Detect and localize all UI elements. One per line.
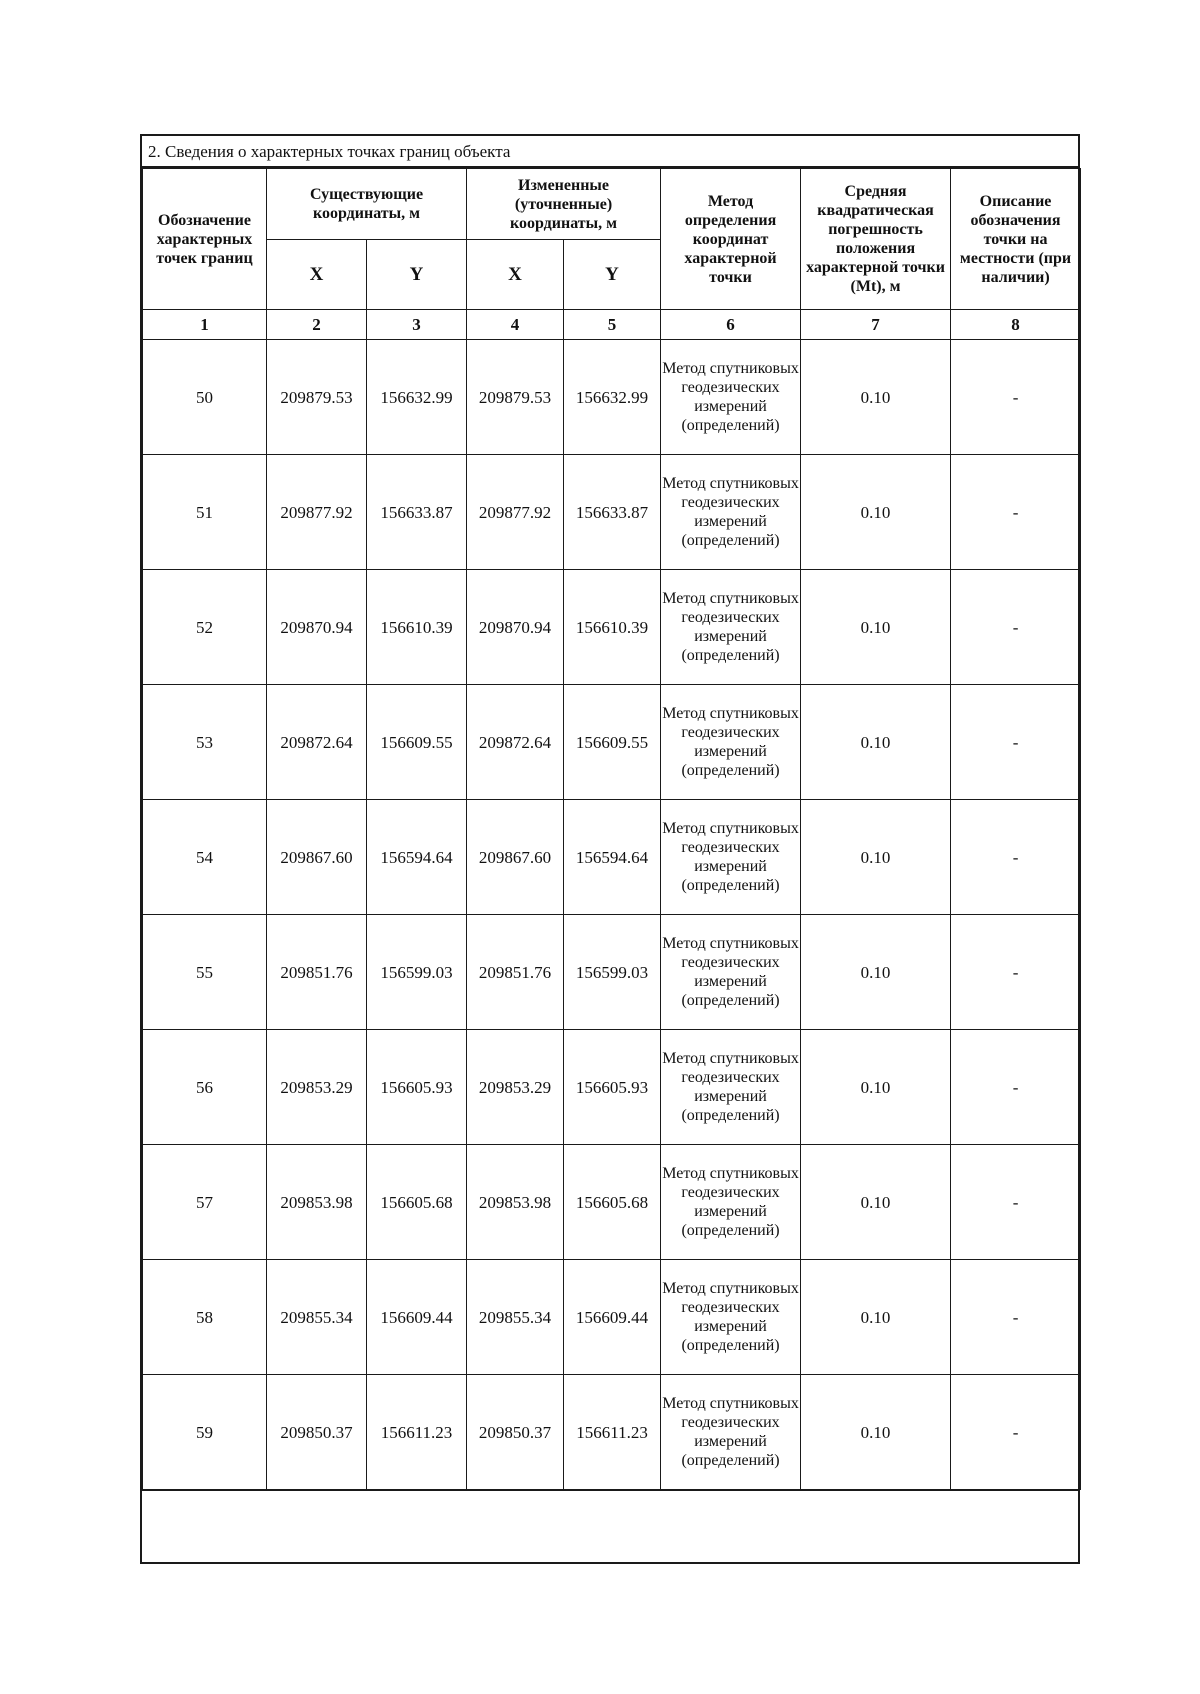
mean-square-error: 0.10 xyxy=(801,1145,951,1260)
changed-y: 156610.39 xyxy=(564,570,661,685)
changed-x: 209850.37 xyxy=(467,1375,564,1490)
table-row xyxy=(143,1375,1081,1490)
method: Метод спутниковых геодезических измерений (определений) xyxy=(661,1030,801,1145)
point-number: 50 xyxy=(143,340,267,455)
boundary-points-sheet xyxy=(140,134,1080,1564)
method: Метод спутниковых геодезических измерений (определений) xyxy=(661,455,801,570)
header-existing-x: X xyxy=(267,240,367,310)
column-number: 7 xyxy=(801,310,951,340)
column-number: 2 xyxy=(267,310,367,340)
table-row xyxy=(143,570,1081,685)
existing-x: 209879.53 xyxy=(267,340,367,455)
existing-y: 156605.93 xyxy=(367,1030,467,1145)
changed-y: 156633.87 xyxy=(564,455,661,570)
table-row xyxy=(143,1145,1081,1260)
method: Метод спутниковых геодезических измерений (определений) xyxy=(661,1375,801,1490)
table-row xyxy=(143,340,1081,455)
point-number: 55 xyxy=(143,915,267,1030)
changed-y: 156609.44 xyxy=(564,1260,661,1375)
header-changed-x: X xyxy=(467,240,564,310)
changed-x: 209879.53 xyxy=(467,340,564,455)
method: Метод спутниковых геодезических измерений (определений) xyxy=(661,800,801,915)
point-number: 51 xyxy=(143,455,267,570)
changed-x: 209870.94 xyxy=(467,570,564,685)
existing-y: 156633.87 xyxy=(367,455,467,570)
header-existing-coordinates: Существующие координаты, м xyxy=(267,169,467,240)
method: Метод спутниковых геодезических измерений (определений) xyxy=(661,1260,801,1375)
existing-x: 209853.98 xyxy=(267,1145,367,1260)
point-number: 52 xyxy=(143,570,267,685)
changed-x: 209872.64 xyxy=(467,685,564,800)
header-existing-y: Y xyxy=(367,240,467,310)
changed-y: 156605.93 xyxy=(564,1030,661,1145)
mean-square-error: 0.10 xyxy=(801,570,951,685)
existing-x: 209877.92 xyxy=(267,455,367,570)
point-number: 58 xyxy=(143,1260,267,1375)
method: Метод спутниковых геодезических измерений (определений) xyxy=(661,340,801,455)
point-number: 54 xyxy=(143,800,267,915)
changed-y: 156609.55 xyxy=(564,685,661,800)
existing-y: 156599.03 xyxy=(367,915,467,1030)
changed-y: 156594.64 xyxy=(564,800,661,915)
existing-y: 156609.44 xyxy=(367,1260,467,1375)
point-description: - xyxy=(951,455,1081,570)
existing-y: 156632.99 xyxy=(367,340,467,455)
existing-x: 209851.76 xyxy=(267,915,367,1030)
mean-square-error: 0.10 xyxy=(801,915,951,1030)
existing-y: 156605.68 xyxy=(367,1145,467,1260)
existing-y: 156611.23 xyxy=(367,1375,467,1490)
changed-x: 209867.60 xyxy=(467,800,564,915)
existing-x: 209855.34 xyxy=(267,1260,367,1375)
header-changed-y: Y xyxy=(564,240,661,310)
boundary-points-table xyxy=(142,168,1081,1490)
header-row xyxy=(143,169,1081,240)
changed-x: 209853.98 xyxy=(467,1145,564,1260)
point-description: - xyxy=(951,1375,1081,1490)
table-row xyxy=(143,685,1081,800)
point-description: - xyxy=(951,1030,1081,1145)
column-number: 3 xyxy=(367,310,467,340)
point-description: - xyxy=(951,1145,1081,1260)
table-row xyxy=(143,915,1081,1030)
mean-square-error: 0.10 xyxy=(801,1030,951,1145)
point-description: - xyxy=(951,915,1081,1030)
point-number: 57 xyxy=(143,1145,267,1260)
existing-y: 156610.39 xyxy=(367,570,467,685)
column-number: 6 xyxy=(661,310,801,340)
existing-x: 209867.60 xyxy=(267,800,367,915)
mean-square-error: 0.10 xyxy=(801,1375,951,1490)
header-method: Метод определения координат характерной точки xyxy=(661,169,801,310)
empty-table-area xyxy=(142,1490,1078,1691)
header-mean-square-error: Средняя квадратическая погрешность положения характерной точки (Mt), м xyxy=(801,169,951,310)
mean-square-error: 0.10 xyxy=(801,1260,951,1375)
mean-square-error: 0.10 xyxy=(801,340,951,455)
changed-y: 156611.23 xyxy=(564,1375,661,1490)
column-number: 8 xyxy=(951,310,1081,340)
mean-square-error: 0.10 xyxy=(801,685,951,800)
point-description: - xyxy=(951,570,1081,685)
table-row xyxy=(143,1030,1081,1145)
changed-y: 156632.99 xyxy=(564,340,661,455)
table-row xyxy=(143,1260,1081,1375)
column-number: 1 xyxy=(143,310,267,340)
table-row xyxy=(143,800,1081,915)
table-row xyxy=(143,455,1081,570)
point-description: - xyxy=(951,800,1081,915)
point-number: 53 xyxy=(143,685,267,800)
changed-y: 156605.68 xyxy=(564,1145,661,1260)
method: Метод спутниковых геодезических измерений (определений) xyxy=(661,685,801,800)
method: Метод спутниковых геодезических измерений (определений) xyxy=(661,915,801,1030)
method: Метод спутниковых геодезических измерений (определений) xyxy=(661,570,801,685)
existing-x: 209850.37 xyxy=(267,1375,367,1490)
existing-y: 156609.55 xyxy=(367,685,467,800)
column-number: 5 xyxy=(564,310,661,340)
existing-y: 156594.64 xyxy=(367,800,467,915)
header-changed-coordinates: Измененные (уточненные) координаты, м xyxy=(467,169,661,240)
changed-y: 156599.03 xyxy=(564,915,661,1030)
changed-x: 209853.29 xyxy=(467,1030,564,1145)
column-number: 4 xyxy=(467,310,564,340)
method: Метод спутниковых геодезических измерений (определений) xyxy=(661,1145,801,1260)
header-point-designation: Обозначение характерных точек границ xyxy=(143,169,267,310)
changed-x: 209855.34 xyxy=(467,1260,564,1375)
existing-x: 209870.94 xyxy=(267,570,367,685)
point-description: - xyxy=(951,1260,1081,1375)
column-number-row xyxy=(143,310,1081,340)
header-point-description: Описание обозначения точки на местности (при наличии) xyxy=(951,169,1081,310)
point-number: 59 xyxy=(143,1375,267,1490)
point-description: - xyxy=(951,685,1081,800)
mean-square-error: 0.10 xyxy=(801,800,951,915)
point-number: 56 xyxy=(143,1030,267,1145)
point-description: - xyxy=(951,340,1081,455)
changed-x: 209851.76 xyxy=(467,915,564,1030)
mean-square-error: 0.10 xyxy=(801,455,951,570)
existing-x: 209853.29 xyxy=(267,1030,367,1145)
changed-x: 209877.92 xyxy=(467,455,564,570)
section-title: 2. Сведения о характерных точках границ объекта xyxy=(142,136,1078,168)
existing-x: 209872.64 xyxy=(267,685,367,800)
